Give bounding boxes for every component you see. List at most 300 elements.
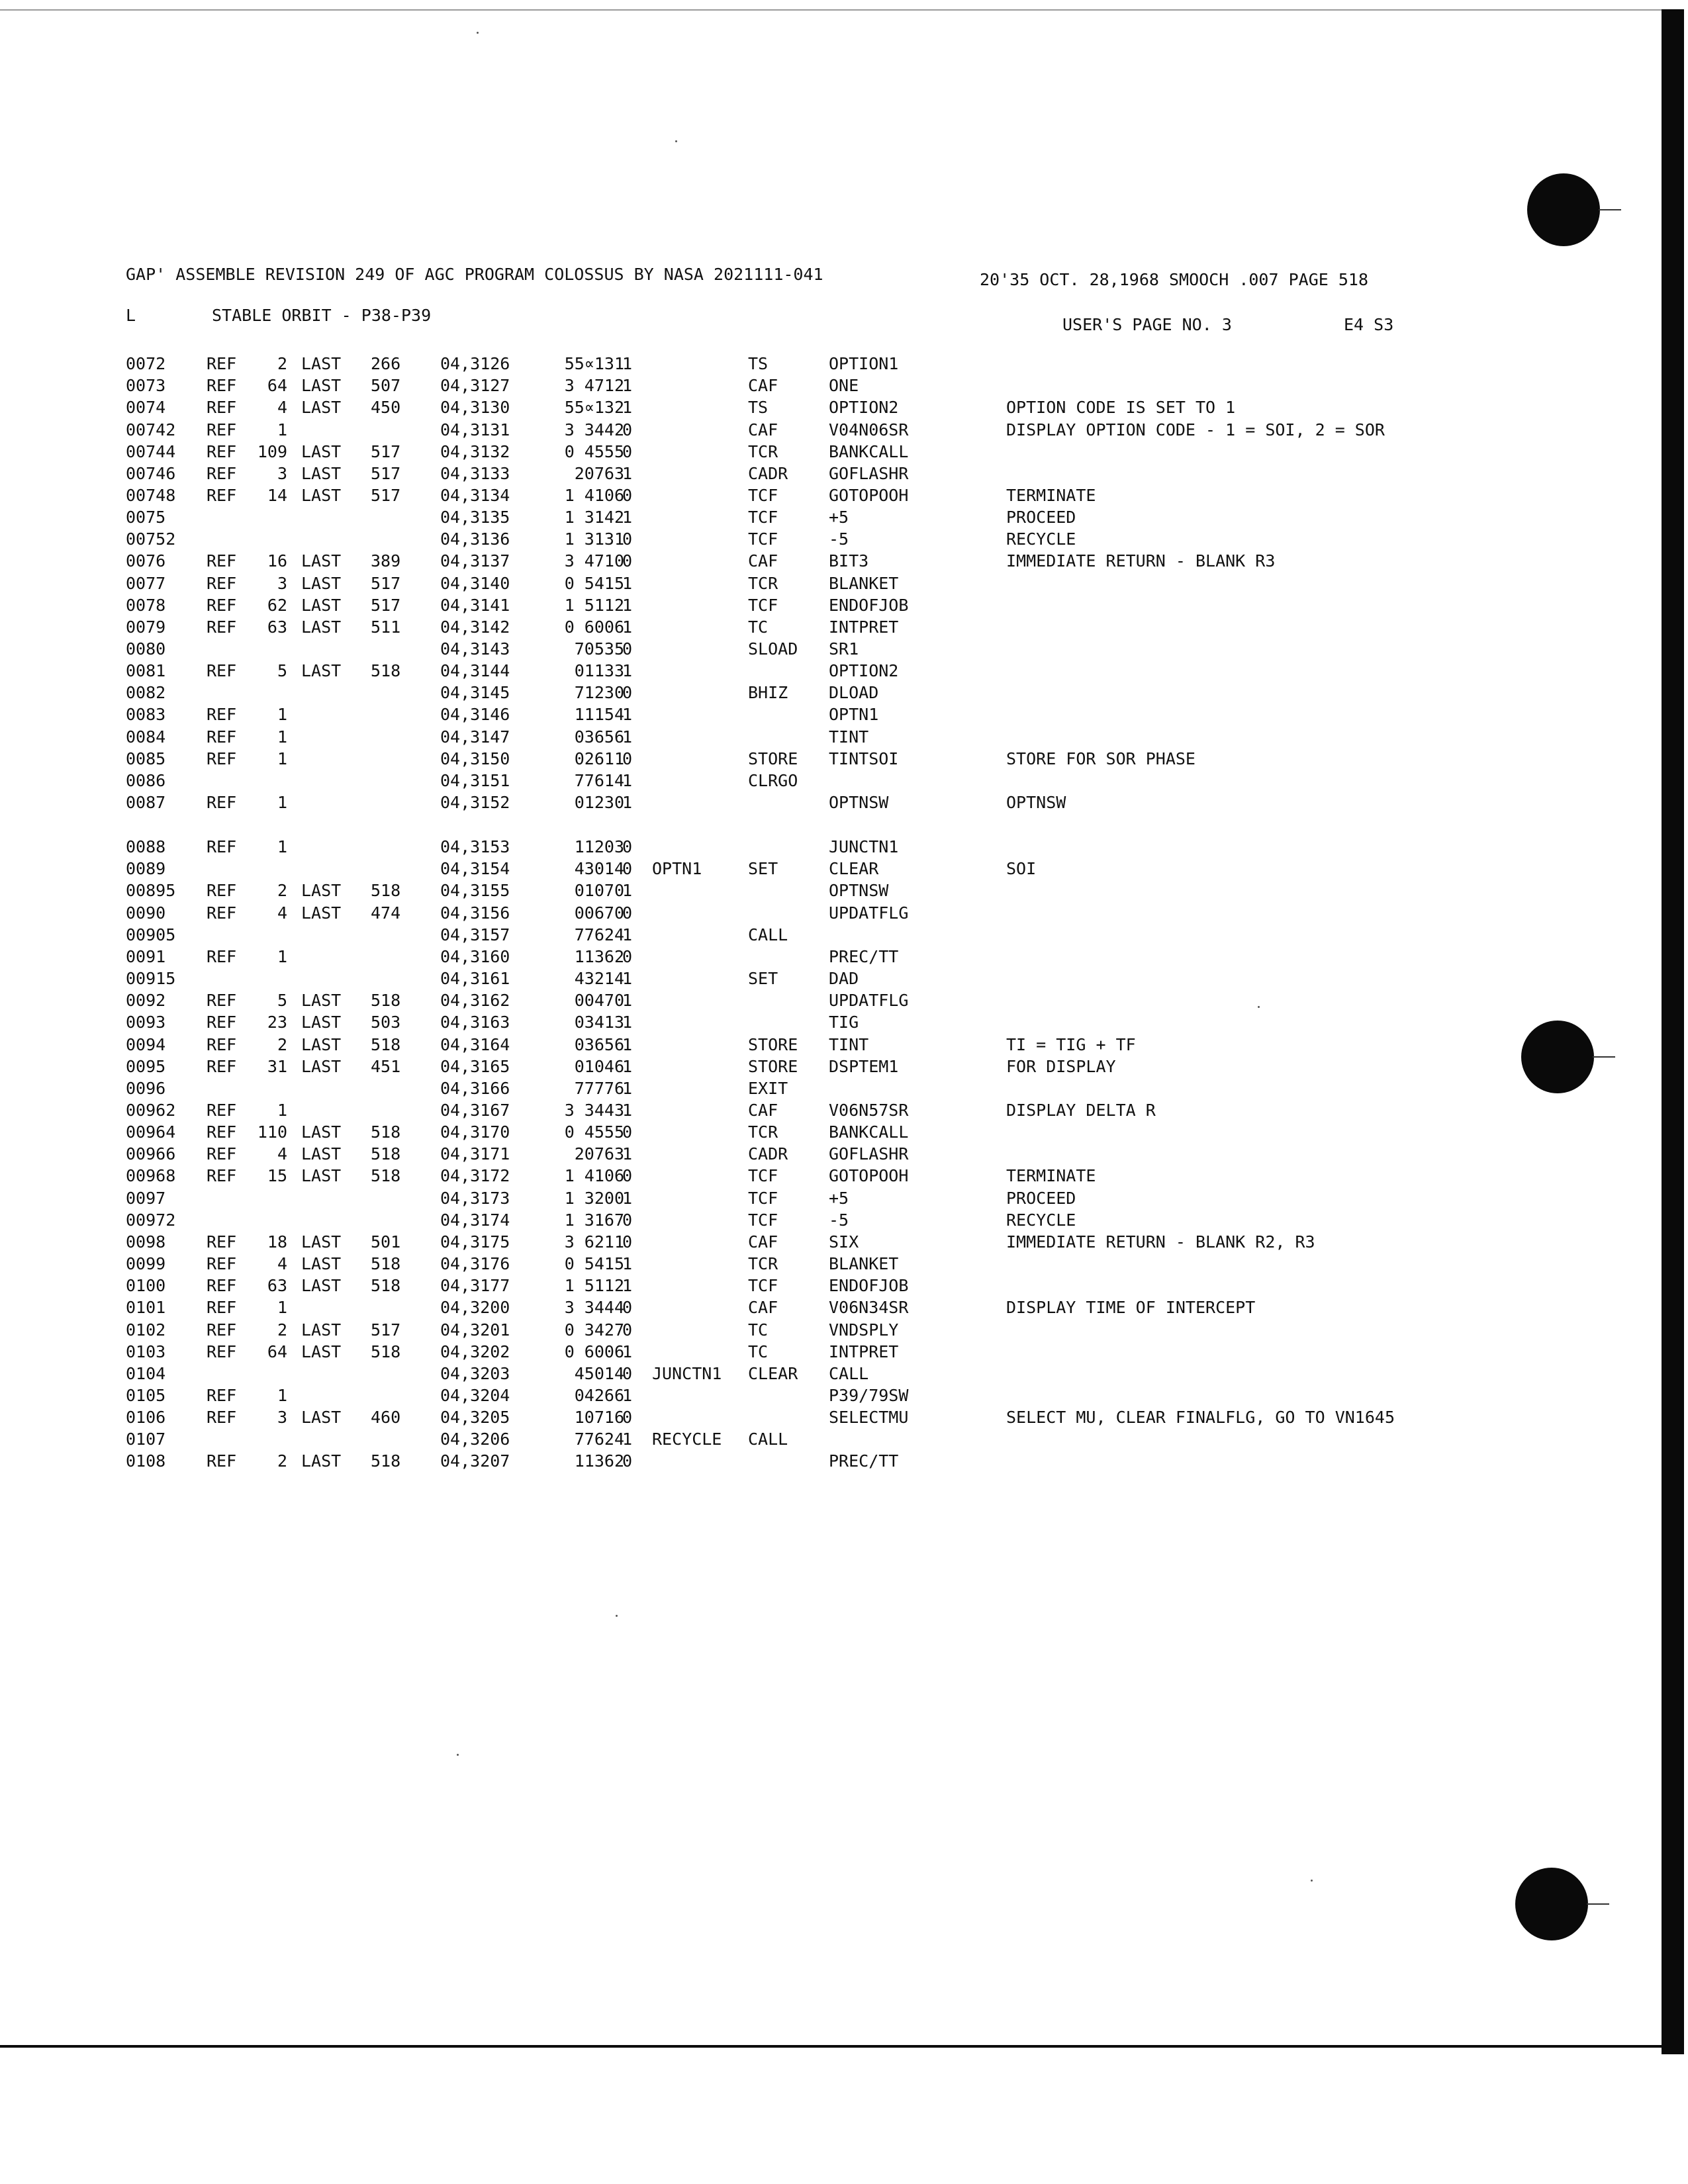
- comment: TERMINATE: [1006, 1166, 1096, 1186]
- octal-code: 11362: [574, 946, 624, 966]
- address: 04,3144: [440, 661, 510, 681]
- line-number: 0104: [126, 1363, 166, 1383]
- last-tag: LAST: [301, 1320, 342, 1340]
- speck: [457, 1754, 459, 1756]
- opcode: CAF: [748, 1298, 778, 1318]
- address: 04,3205: [440, 1408, 510, 1428]
- ref-count: 3: [277, 573, 287, 593]
- line-number: 00748: [126, 485, 176, 505]
- operand: SIX: [829, 1232, 859, 1251]
- last-tag: LAST: [301, 1254, 342, 1273]
- comment: RECYCLE: [1006, 1210, 1076, 1230]
- opcode: TCF: [748, 508, 778, 527]
- address: 04,3200: [440, 1298, 510, 1318]
- parity-bit: 1: [622, 1013, 633, 1032]
- line-number: 0078: [126, 595, 166, 615]
- parity-bit: 1: [622, 770, 633, 790]
- address: 04,3151: [440, 770, 510, 790]
- ref-tag: REF: [207, 793, 237, 812]
- operand: CALL: [829, 1363, 869, 1383]
- ref-tag: REF: [207, 617, 237, 637]
- parity-bit: 1: [622, 354, 633, 373]
- ref-tag: REF: [207, 946, 237, 966]
- line-number: 00744: [126, 441, 176, 461]
- line-number: 0105: [126, 1385, 166, 1405]
- octal-code: 1 3167: [564, 1210, 624, 1230]
- operand: ONE: [829, 376, 859, 396]
- line-number: 0086: [126, 770, 166, 790]
- comment: SOI: [1006, 859, 1037, 879]
- octal-code: 77614: [574, 770, 624, 790]
- address: 04,3177: [440, 1276, 510, 1296]
- line-number: 0077: [126, 573, 166, 593]
- octal-code: 3 4710: [564, 551, 624, 571]
- address: 04,3142: [440, 617, 510, 637]
- section-letter: L: [126, 306, 136, 325]
- octal-code: 1 5112: [564, 595, 624, 615]
- last-page: 518: [371, 1166, 401, 1186]
- operand: JUNCTN1: [829, 837, 899, 857]
- octal-code: 55∝131: [564, 354, 624, 373]
- address: 04,3157: [440, 925, 510, 944]
- octal-code: 01046: [574, 1056, 624, 1076]
- line-number: 0089: [126, 859, 166, 879]
- octal-code: 00470: [574, 991, 624, 1011]
- operand: OPTION1: [829, 354, 899, 373]
- ref-count: 1: [277, 749, 287, 768]
- parity-bit: 0: [622, 420, 633, 439]
- address: 04,3133: [440, 463, 510, 483]
- parity-bit: 0: [622, 1363, 633, 1383]
- last-page: 451: [371, 1056, 401, 1076]
- octal-code: 03656: [574, 727, 624, 747]
- address: 04,3154: [440, 859, 510, 879]
- parity-bit: 1: [622, 1385, 633, 1405]
- punch-hole-bottom: [1515, 1868, 1588, 1940]
- octal-code: 20763: [574, 463, 624, 483]
- operand: OPTN1: [829, 705, 879, 725]
- octal-code: 0 6006: [564, 617, 624, 637]
- speck: [477, 32, 479, 34]
- operand: V06N57SR: [829, 1101, 909, 1120]
- line-number: 0100: [126, 1276, 166, 1296]
- operand: P39/79SW: [829, 1385, 909, 1405]
- last-tag: LAST: [301, 1276, 342, 1296]
- comment: DISPLAY TIME OF INTERCEPT: [1006, 1298, 1256, 1318]
- octal-code: 04266: [574, 1385, 624, 1405]
- opcode: CADR: [748, 1144, 788, 1164]
- comment: OPTNSW: [1006, 793, 1066, 812]
- line-number: 00962: [126, 1101, 176, 1120]
- operand: ENDOFJOB: [829, 595, 909, 615]
- last-page: 511: [371, 617, 401, 637]
- last-tag: LAST: [301, 617, 342, 637]
- comment: FOR DISPLAY: [1006, 1056, 1116, 1076]
- comment: TI = TIG + TF: [1006, 1034, 1136, 1054]
- octal-code: 71230: [574, 683, 624, 703]
- ref-tag: REF: [207, 1320, 237, 1340]
- operand: DSPTEM1: [829, 1056, 899, 1076]
- line-number: 0092: [126, 991, 166, 1011]
- operand: VNDSPLY: [829, 1320, 899, 1340]
- address: 04,3146: [440, 705, 510, 725]
- ref-count: 4: [277, 903, 287, 923]
- operand: UPDATFLG: [829, 991, 909, 1011]
- opcode: CLEAR: [748, 1363, 798, 1383]
- line-number: 0107: [126, 1430, 166, 1449]
- last-tag: LAST: [301, 573, 342, 593]
- comment: SELECT MU, CLEAR FINALFLG, GO TO VN1645: [1006, 1408, 1395, 1428]
- octal-code: 1 3200: [564, 1188, 624, 1208]
- address: 04,3140: [440, 573, 510, 593]
- ref-count: 64: [267, 376, 287, 396]
- operand: -5: [829, 529, 849, 549]
- ref-tag: REF: [207, 1166, 237, 1186]
- last-tag: LAST: [301, 1166, 342, 1186]
- ref-tag: REF: [207, 1034, 237, 1054]
- ref-count: 5: [277, 661, 287, 681]
- ref-tag: REF: [207, 881, 237, 901]
- operand: DAD: [829, 969, 859, 988]
- opcode: SLOAD: [748, 639, 798, 659]
- ref-tag: REF: [207, 1408, 237, 1428]
- ref-count: 31: [267, 1056, 287, 1076]
- address: 04,3147: [440, 727, 510, 747]
- operand: GOFLASHR: [829, 1144, 909, 1164]
- listing-date-page: 20'35 OCT. 28,1968 SMOOCH .007 PAGE 518: [980, 270, 1368, 289]
- line-number: 0090: [126, 903, 166, 923]
- octal-code: 77624: [574, 925, 624, 944]
- ref-count: 64: [267, 1342, 287, 1361]
- address: 04,3202: [440, 1342, 510, 1361]
- parity-bit: 1: [622, 508, 633, 527]
- ref-count: 62: [267, 595, 287, 615]
- operand: INTPRET: [829, 617, 899, 637]
- operand: TINT: [829, 727, 869, 747]
- ref-count: 4: [277, 1254, 287, 1273]
- octal-code: 03413: [574, 1013, 624, 1032]
- octal-code: 3 4712: [564, 376, 624, 396]
- last-page: 518: [371, 1342, 401, 1361]
- octal-code: 3 6211: [564, 1232, 624, 1251]
- ref-tag: REF: [207, 551, 237, 571]
- ref-tag: REF: [207, 463, 237, 483]
- octal-code: 01230: [574, 793, 624, 812]
- opcode: CAF: [748, 376, 778, 396]
- ref-tag: REF: [207, 749, 237, 768]
- parity-bit: 1: [622, 705, 633, 725]
- parity-bit: 0: [622, 639, 633, 659]
- opcode: CLRGO: [748, 770, 798, 790]
- last-page: 517: [371, 485, 401, 505]
- ref-tag: REF: [207, 485, 237, 505]
- comment: OPTION CODE IS SET TO 1: [1006, 398, 1236, 418]
- comment: STORE FOR SOR PHASE: [1006, 749, 1196, 768]
- last-tag: LAST: [301, 376, 342, 396]
- octal-code: 0 5415: [564, 573, 624, 593]
- last-tag: LAST: [301, 485, 342, 505]
- last-tag: LAST: [301, 1144, 342, 1164]
- opcode: BHIZ: [748, 683, 788, 703]
- line-number: 0091: [126, 946, 166, 966]
- line-number: 0080: [126, 639, 166, 659]
- address: 04,3170: [440, 1122, 510, 1142]
- parity-bit: 1: [622, 463, 633, 483]
- ref-tag: REF: [207, 1385, 237, 1405]
- comment: RECYCLE: [1006, 529, 1076, 549]
- ref-tag: REF: [207, 837, 237, 857]
- ref-tag: REF: [207, 1101, 237, 1120]
- last-tag: LAST: [301, 1013, 342, 1032]
- opcode: TCF: [748, 1210, 778, 1230]
- parity-bit: 1: [622, 617, 633, 637]
- parity-bit: 1: [622, 661, 633, 681]
- opcode: CADR: [748, 463, 788, 483]
- ref-count: 1: [277, 1385, 287, 1405]
- line-number: 00968: [126, 1166, 176, 1186]
- parity-bit: 1: [622, 376, 633, 396]
- line-number: 0079: [126, 617, 166, 637]
- last-page: 518: [371, 991, 401, 1011]
- opcode: TC: [748, 1320, 769, 1340]
- opcode: TCF: [748, 485, 778, 505]
- octal-code: 10716: [574, 1408, 624, 1428]
- address: 04,3156: [440, 903, 510, 923]
- octal-code: 11362: [574, 1451, 624, 1471]
- ref-tag: REF: [207, 1451, 237, 1471]
- parity-bit: 0: [622, 1408, 633, 1428]
- ref-count: 2: [277, 881, 287, 901]
- opcode: STORE: [748, 749, 798, 768]
- operand: OPTION2: [829, 661, 899, 681]
- line-number: 0085: [126, 749, 166, 768]
- ref-tag: REF: [207, 1144, 237, 1164]
- ref-tag: REF: [207, 595, 237, 615]
- address: 04,3137: [440, 551, 510, 571]
- user-code: E4 S3: [1344, 315, 1394, 334]
- parity-bit: 0: [622, 529, 633, 549]
- line-number: 00966: [126, 1144, 176, 1164]
- ref-count: 1: [277, 705, 287, 725]
- line-number: 0097: [126, 1188, 166, 1208]
- line-number: 00915: [126, 969, 176, 988]
- ref-count: 2: [277, 1034, 287, 1054]
- last-tag: LAST: [301, 1056, 342, 1076]
- octal-code: 3 3444: [564, 1298, 624, 1318]
- address: 04,3167: [440, 1101, 510, 1120]
- right-margin-bar: [1662, 9, 1684, 2054]
- ref-tag: REF: [207, 903, 237, 923]
- last-page: 518: [371, 661, 401, 681]
- octal-code: 02611: [574, 749, 624, 768]
- operand: BLANKET: [829, 573, 899, 593]
- section-title: STABLE ORBIT - P38-P39: [212, 306, 432, 325]
- parity-bit: 0: [622, 1210, 633, 1230]
- operand: GOTOPOOH: [829, 1166, 909, 1186]
- octal-code: 03656: [574, 1034, 624, 1054]
- operand: GOTOPOOH: [829, 485, 909, 505]
- parity-bit: 1: [622, 1144, 633, 1164]
- operand: GOFLASHR: [829, 463, 909, 483]
- operand: BIT3: [829, 551, 869, 571]
- comment: DISPLAY OPTION CODE - 1 = SOI, 2 = SOR: [1006, 420, 1385, 439]
- ref-tag: REF: [207, 1254, 237, 1273]
- opcode: TCF: [748, 595, 778, 615]
- octal-code: 43214: [574, 969, 624, 988]
- line-number: 00752: [126, 529, 176, 549]
- last-page: 517: [371, 595, 401, 615]
- ref-tag: REF: [207, 1056, 237, 1076]
- line-number: 0087: [126, 793, 166, 812]
- ref-count: 4: [277, 398, 287, 418]
- opcode: CAF: [748, 420, 778, 439]
- ref-tag: REF: [207, 661, 237, 681]
- line-number: 00895: [126, 881, 176, 901]
- address: 04,3164: [440, 1034, 510, 1054]
- parity-bit: 0: [622, 1451, 633, 1471]
- line-number: 0101: [126, 1298, 166, 1318]
- last-page: 517: [371, 441, 401, 461]
- speck: [616, 1615, 618, 1617]
- line-number: 0083: [126, 705, 166, 725]
- comment: TERMINATE: [1006, 485, 1096, 505]
- parity-bit: 1: [622, 881, 633, 901]
- address: 04,3172: [440, 1166, 510, 1186]
- octal-code: 0 6006: [564, 1342, 624, 1361]
- opcode: TCF: [748, 1188, 778, 1208]
- operand: BANKCALL: [829, 1122, 909, 1142]
- address: 04,3165: [440, 1056, 510, 1076]
- ref-tag: REF: [207, 420, 237, 439]
- ref-tag: REF: [207, 398, 237, 418]
- ref-count: 1: [277, 946, 287, 966]
- line-number: 0081: [126, 661, 166, 681]
- ref-tag: REF: [207, 991, 237, 1011]
- comment: DISPLAY DELTA R: [1006, 1101, 1156, 1120]
- octal-code: 01070: [574, 881, 624, 901]
- octal-code: 20763: [574, 1144, 624, 1164]
- speck: [1311, 1880, 1313, 1882]
- parity-bit: 1: [622, 925, 633, 944]
- octal-code: 70535: [574, 639, 624, 659]
- parity-bit: 1: [622, 1188, 633, 1208]
- ref-count: 110: [257, 1122, 287, 1142]
- last-page: 474: [371, 903, 401, 923]
- address: 04,3207: [440, 1451, 510, 1471]
- last-tag: LAST: [301, 1342, 342, 1361]
- operand: BLANKET: [829, 1254, 899, 1273]
- top-rule: [0, 9, 1668, 11]
- parity-bit: 0: [622, 1298, 633, 1318]
- ref-tag: REF: [207, 727, 237, 747]
- ref-count: 18: [267, 1232, 287, 1251]
- last-tag: LAST: [301, 1408, 342, 1428]
- last-tag: LAST: [301, 1122, 342, 1142]
- address: 04,3160: [440, 946, 510, 966]
- operand: TINT: [829, 1034, 869, 1054]
- line-number: 0075: [126, 508, 166, 527]
- octal-code: 01133: [574, 661, 624, 681]
- opcode: TCR: [748, 573, 778, 593]
- speck: [1258, 1006, 1260, 1008]
- user-page-number: USER'S PAGE NO. 3: [1062, 315, 1232, 334]
- ref-count: 1: [277, 420, 287, 439]
- address: 04,3163: [440, 1013, 510, 1032]
- parity-bit: 0: [622, 1232, 633, 1251]
- opcode: TS: [748, 398, 769, 418]
- last-tag: LAST: [301, 661, 342, 681]
- address: 04,3166: [440, 1078, 510, 1098]
- last-tag: LAST: [301, 991, 342, 1011]
- ref-tag: REF: [207, 441, 237, 461]
- ref-tag: REF: [207, 1013, 237, 1032]
- operand: OPTNSW: [829, 793, 889, 812]
- address: 04,3175: [440, 1232, 510, 1251]
- line-number: 0096: [126, 1078, 166, 1098]
- last-page: 517: [371, 573, 401, 593]
- address: 04,3145: [440, 683, 510, 703]
- label: RECYCLE: [652, 1430, 722, 1449]
- line-number: 00964: [126, 1122, 176, 1142]
- octal-code: 0 4555: [564, 1122, 624, 1142]
- parity-bit: 1: [622, 1430, 633, 1449]
- octal-code: 11154: [574, 705, 624, 725]
- octal-code: 1 4106: [564, 485, 624, 505]
- ref-tag: REF: [207, 1342, 237, 1361]
- parity-bit: 0: [622, 749, 633, 768]
- ref-count: 3: [277, 1408, 287, 1428]
- octal-code: 1 4106: [564, 1166, 624, 1186]
- line-number: 0088: [126, 837, 166, 857]
- listing-title: GAP' ASSEMBLE REVISION 249 OF AGC PROGRAM COLOSSUS BY NASA 2021111-041: [126, 265, 823, 284]
- last-tag: LAST: [301, 1232, 342, 1251]
- last-tag: LAST: [301, 1034, 342, 1054]
- ref-count: 1: [277, 727, 287, 747]
- address: 04,3204: [440, 1385, 510, 1405]
- last-tag: LAST: [301, 595, 342, 615]
- opcode: STORE: [748, 1034, 798, 1054]
- parity-bit: 0: [622, 1166, 633, 1186]
- address: 04,3150: [440, 749, 510, 768]
- parity-bit: 1: [622, 1034, 633, 1054]
- last-page: 518: [371, 1122, 401, 1142]
- opcode: TC: [748, 617, 769, 637]
- parity-bit: 1: [622, 595, 633, 615]
- operand: OPTION2: [829, 398, 899, 418]
- address: 04,3206: [440, 1430, 510, 1449]
- last-page: 518: [371, 1276, 401, 1296]
- parity-bit: 1: [622, 1276, 633, 1296]
- ref-count: 1: [277, 837, 287, 857]
- address: 04,3161: [440, 969, 510, 988]
- octal-code: 3 3443: [564, 1101, 624, 1120]
- line-number: 0102: [126, 1320, 166, 1340]
- address: 04,3141: [440, 595, 510, 615]
- opcode: CAF: [748, 1232, 778, 1251]
- octal-code: 0 3427: [564, 1320, 624, 1340]
- last-page: 518: [371, 1451, 401, 1471]
- last-tag: LAST: [301, 463, 342, 483]
- opcode: TCF: [748, 1166, 778, 1186]
- opcode: CALL: [748, 1430, 788, 1449]
- octal-code: 43014: [574, 859, 624, 879]
- line-number: 0093: [126, 1013, 166, 1032]
- address: 04,3174: [440, 1210, 510, 1230]
- parity-bit: 1: [622, 398, 633, 418]
- ref-tag: REF: [207, 1122, 237, 1142]
- operand: ENDOFJOB: [829, 1276, 909, 1296]
- operand: INTPRET: [829, 1342, 899, 1361]
